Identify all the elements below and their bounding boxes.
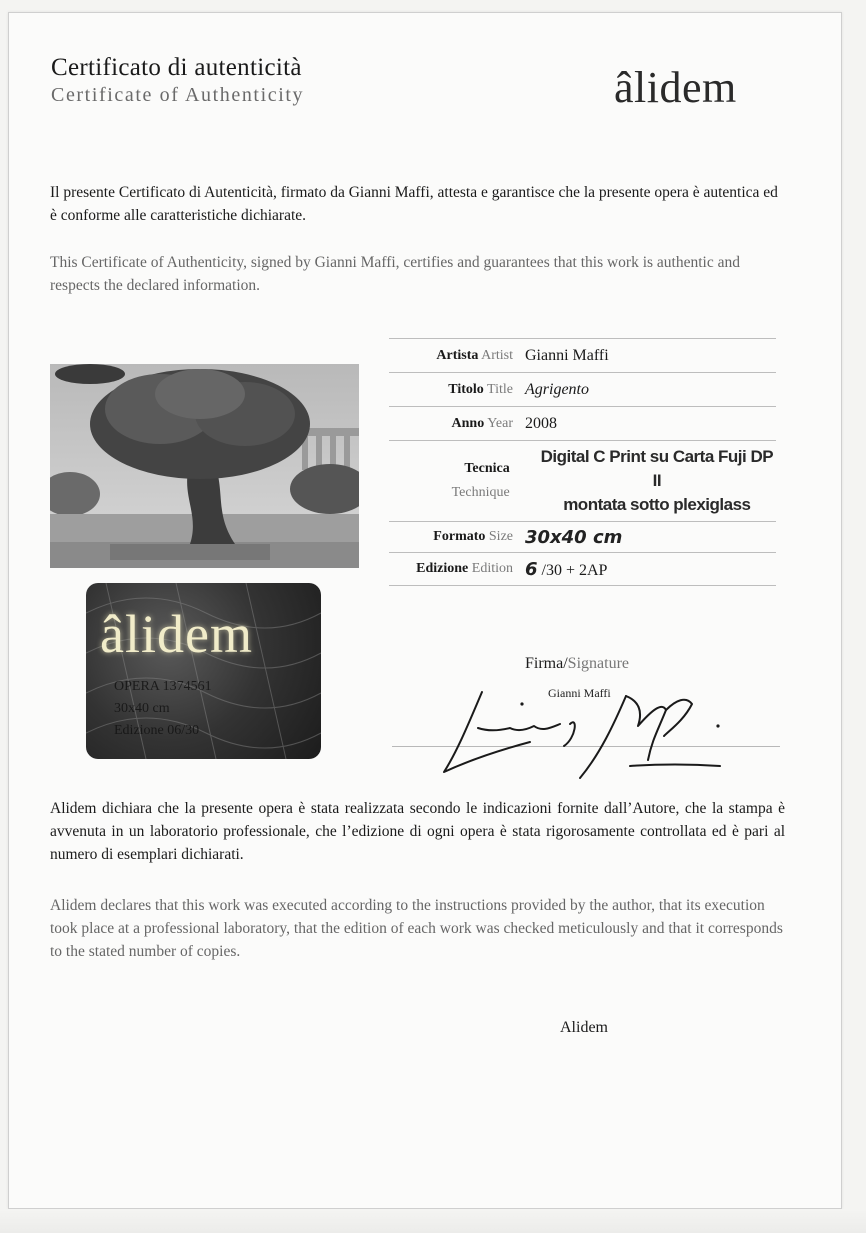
page-bottom-edge (0, 1209, 866, 1233)
detail-row-edition (389, 552, 776, 586)
signer-name: Gianni Maffi (548, 686, 611, 700)
size-label-en: Size (488, 529, 513, 544)
hologram-sticker (86, 583, 321, 759)
signature-label-it: Firma/ (525, 655, 568, 672)
intro-paragraph-italian: Il presente Certificato di Autenticità, firmato da Gianni Maffi, attesta e garantisce che la presente opera è autentica ed è conforme alle caratteristiche dichiarate. (50, 184, 778, 224)
edition-label-it: Edizione (416, 561, 469, 576)
edition-label-en: Edition (471, 561, 513, 576)
edition-number-handwritten: 6 (525, 558, 538, 580)
size-label-it: Formato (433, 529, 486, 544)
signature-label-en: Signature (567, 655, 629, 672)
intro-paragraph-english: This Certificate of Authenticity, signed by Gianni Maffi, certifies and guarantees that this work is authentic and respects the declared information. (50, 254, 740, 294)
detail-row-year (389, 406, 776, 440)
year-label-it: Anno (451, 415, 485, 431)
technique-label-it: Tecnica (464, 461, 510, 476)
artist-label-en: Artist (481, 347, 513, 363)
artist-label-it: Artista (436, 347, 479, 363)
year-value: 2008 (525, 414, 557, 432)
detail-row-size (389, 521, 776, 552)
hologram-opera-number: OPERA 1374561 (114, 679, 212, 694)
hologram-logo: âlidem (100, 604, 253, 664)
alidem-logo: âlidem (614, 63, 737, 112)
detail-row-title (389, 372, 776, 406)
technique-value-line1: Digital C Print su Carta Fuji DP II (540, 447, 774, 490)
title-label-it: Titolo (448, 381, 484, 397)
technique-value-line2: montata sotto plexiglass (563, 495, 751, 514)
hologram-size: 30x40 cm (114, 701, 170, 716)
declaration-paragraph-italian: Alidem dichiara che la presente opera è stata realizzata secondo le indicazioni fornite dall’Autore, che la stampa è avvenuta in un laboratorio professionale, che l’edizione di ogni opera è stata rigorosamente controllata ed è pari al numero di esemplari dichiarati. (50, 800, 785, 863)
closing-signoff: Alidem (560, 1019, 608, 1036)
handwritten-signature (430, 680, 730, 780)
technique-label-en: Technique (451, 485, 510, 500)
page-title-english: Certificate of Authenticity (51, 84, 305, 106)
title-value: Agrigento (525, 380, 589, 398)
artwork-photo (50, 364, 359, 568)
page-title-italian: Certificato di autenticità (51, 54, 302, 81)
detail-row-technique (389, 440, 776, 521)
detail-row-artist (389, 338, 776, 372)
year-label-en: Year (487, 415, 513, 431)
size-value-handwritten: 30x40 cm (525, 526, 623, 548)
artwork-details-table (389, 338, 776, 586)
signature-label (525, 655, 629, 673)
hologram-edition: Edizione 06/30 (114, 723, 200, 738)
title-label-en: Title (487, 381, 513, 397)
artist-value: Gianni Maffi (525, 346, 609, 364)
edition-value: /30 + 2AP (541, 561, 608, 579)
declaration-paragraph-english: Alidem declares that this work was executed according to the instructions provided by the author, that its execution took place at a professional laboratory, that the edition of each work was checked meticulously and that it corresponds to the stated number of copies. (50, 897, 783, 960)
